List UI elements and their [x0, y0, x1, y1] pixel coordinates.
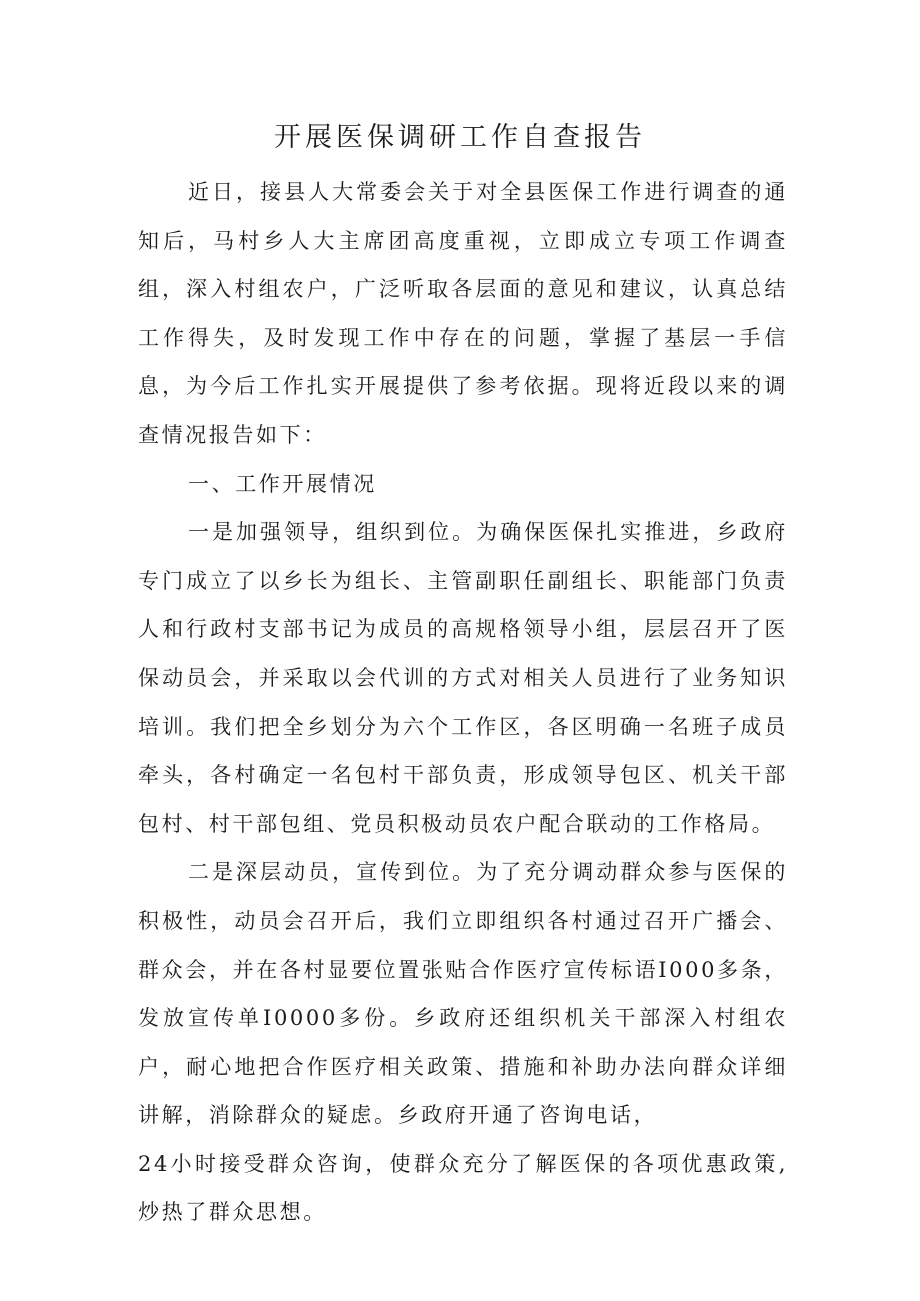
paragraph-leadership: 一是加强领导，组织到位。为确保医保扎实推进，乡政府专门成立了以乡长为组长、主管副职任副组长、职能部门负责人和行政村支部书记为成员的高规格领导小组，层层召开了医保动员会，并采取以会代训的方式对相关人员进行了业务知识培训。我们把全乡划分为六个工作区，各区明确一名班子成员牵头，各村确定一名包村干部负责，形成领导包区、机关干部包村、村干部包组、党员积极动员农户配合联动的工作格局。 — [138, 520, 788, 836]
section-heading: 一、工作开展情况 — [188, 471, 377, 496]
intro-paragraph: 近日，接县人大常委会关于对全县医保工作进行调查的通知后，马村乡人大主席团高度重视，立即成立专项工作调查组，深入村组农户，广泛听取各层面的意见和建议，认真总结工作得失，及时发现工作中存在的问题，掌握了基层一手信息，为今后工作扎实开展提供了参考依据。现将近段以来的调查情况报告如下： — [138, 180, 788, 447]
paragraph-hotline: 24小时接受群众咨询，使群众充分了解医保的各项优惠政策,炒热了群众思想。 — [138, 1151, 788, 1225]
document-body — [138, 168, 788, 1237]
document-title: 开展医保调研工作自查报告 — [274, 122, 646, 153]
paragraph-mobilization: 二是深层动员，宣传到位。为了充分调动群众参与医保的积极性，动员会召开后，我们立即组织各村通过召开广播会、群众会，并在各村显要位置张贴合作医疗宣传标语I000多条，发放宣传单I0000多份。乡政府还组织机关干部深入村组农户，耐心地把合作医疗相关政策、措施和补助办法向群众详细讲解，消除群众的疑虑。乡政府开通了咨询电话， — [138, 860, 788, 1128]
